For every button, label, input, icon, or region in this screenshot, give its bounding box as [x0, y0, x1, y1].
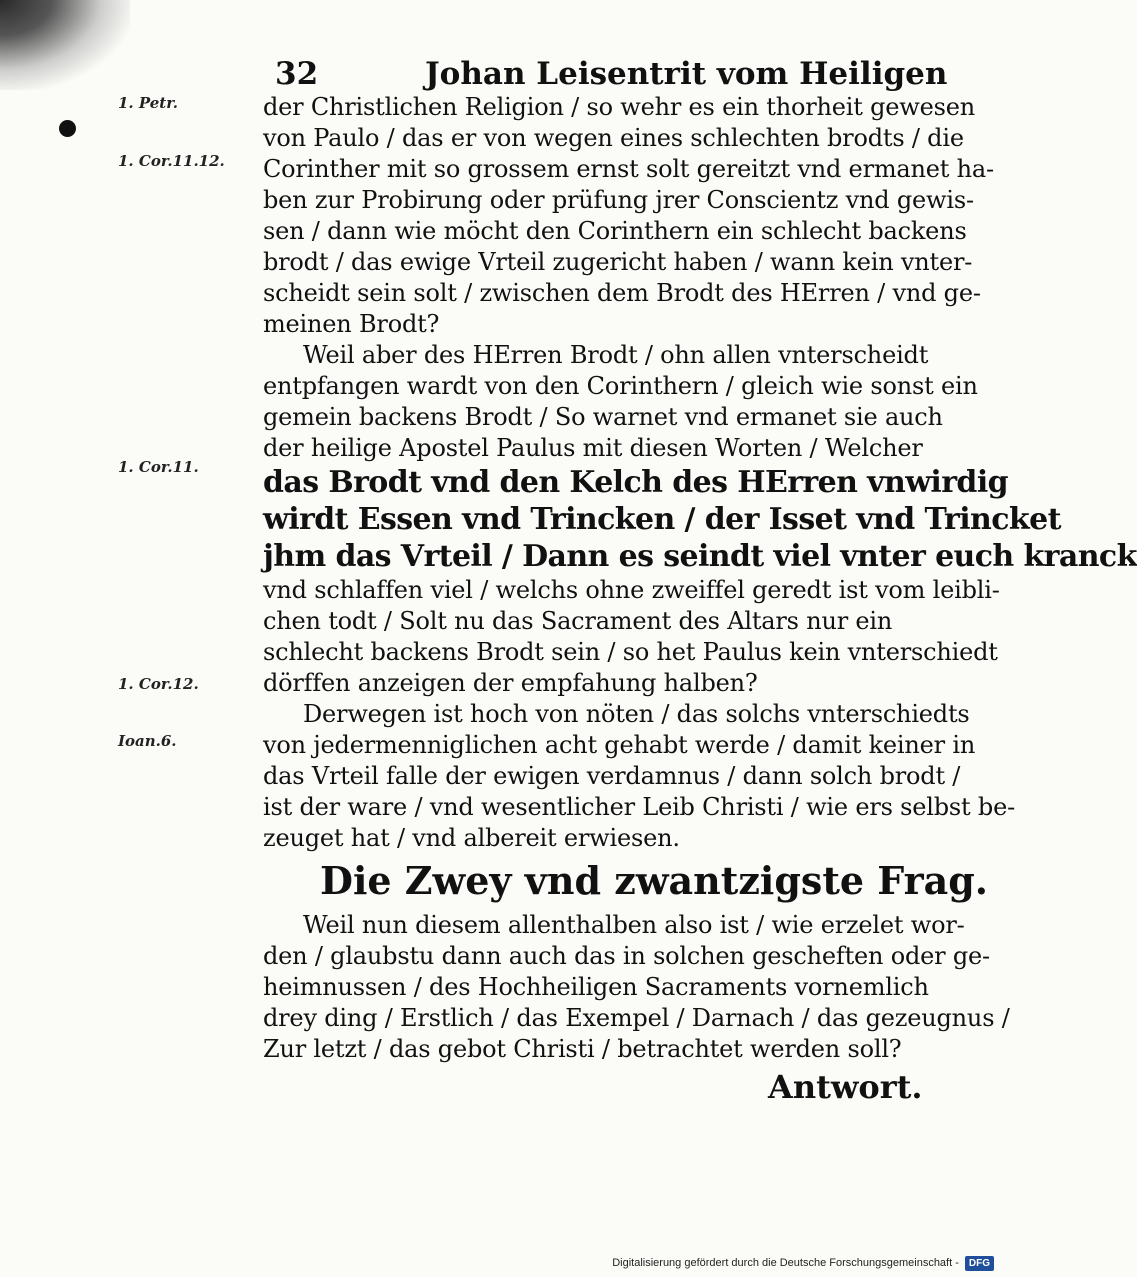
- margin-note: 1. Petr.: [118, 94, 178, 112]
- text-line: ist der ware / vnd wesentlicher Leib Christi / wie ers selbst be-: [263, 793, 1015, 821]
- question-text: [263, 910, 1010, 1065]
- main-text: [263, 92, 1137, 854]
- text-line: heimnussen / des Hochheiligen Sacraments vornemlich: [263, 973, 929, 1001]
- funding-footer: [612, 1253, 994, 1273]
- text-line: entpfangen wardt von den Corinthern / gleich wie sonst ein: [263, 372, 978, 400]
- text-line: dörffen anzeigen der empfahung halben?: [263, 669, 758, 697]
- question-heading: Die Zwey vnd zwantzigste Frag.: [320, 858, 989, 903]
- text-line: Weil nun diesem allenthalben also ist / wie erzelet wor-: [303, 911, 965, 939]
- scripture-quote-line: wirdt Essen vnd Trincken / der Isset vnd Trincket: [263, 502, 1061, 537]
- text-line: Zur letzt / das gebot Christi / betrachtet werden soll?: [263, 1035, 902, 1063]
- running-head: Johan Leisentrit vom Heiligen: [425, 56, 948, 92]
- text-line: Derwegen ist hoch von nöten / das solchs vnterschiedts: [303, 700, 970, 728]
- text-line: von Paulo / das er von wegen eines schlechten brodts / die: [263, 124, 964, 152]
- text-line: scheidt sein solt / zwischen dem Brodt des HErren / vnd ge-: [263, 279, 981, 307]
- text-line: zeuget hat / vnd albereit erwiesen.: [263, 824, 680, 852]
- text-line: ben zur Probirung oder prüfung jrer Conscientz vnd gewis-: [263, 186, 974, 214]
- text-line: sen / dann wie möcht den Corinthern ein schlecht backens: [263, 217, 967, 245]
- answer-label: Antwort.: [768, 1068, 923, 1106]
- text-line: schlecht backens Brodt sein / so het Paulus kein vnterschiedt: [263, 638, 998, 666]
- scripture-quote-line: jhm das Vrteil / Dann es seindt viel vnter euch kranck: [263, 539, 1137, 574]
- text-line: von jedermenniglichen acht gehabt werde / damit keiner in: [263, 731, 976, 759]
- margin-note: Ioan.6.: [118, 732, 177, 750]
- text-line: den / glaubstu dann auch das in solchen gescheften oder ge-: [263, 942, 990, 970]
- text-line: drey ding / Erstlich / das Exempel / Darnach / das gezeugnus /: [263, 1004, 1010, 1032]
- text-line: vnd schlaffen viel / welchs ohne zweiffel geredt ist vom leibli-: [263, 576, 1000, 604]
- scripture-quote-line: das Brodt vnd den Kelch des HErren vnwirdig: [263, 465, 1008, 500]
- scan-corner-shadow: [0, 0, 130, 90]
- margin-note: 1. Cor.11.: [118, 458, 199, 476]
- margin-note: 1. Cor.12.: [118, 675, 199, 693]
- margin-note: 1. Cor.11.12.: [118, 152, 225, 170]
- dfg-logo: DFG: [965, 1256, 994, 1271]
- text-line: chen todt / Solt nu das Sacrament des Altars nur ein: [263, 607, 893, 635]
- page-header: [265, 56, 948, 94]
- footer-text: Digitalisierung gefördert durch die Deutsche Forschungsgemeinschaft -: [612, 1257, 959, 1269]
- text-line: gemein backens Brodt / So warnet vnd ermanet sie auch: [263, 403, 943, 431]
- text-line: der heilige Apostel Paulus mit diesen Worten / Welcher: [263, 434, 923, 462]
- text-line: das Vrteil falle der ewigen verdamnus / dann solch brodt /: [263, 762, 961, 790]
- text-line: der Christlichen Religion / so wehr es ein thorheit gewesen: [263, 93, 975, 121]
- text-line: brodt / das ewige Vrteil zugericht haben / wann kein vnter-: [263, 248, 973, 276]
- page-number: 32: [275, 56, 319, 92]
- text-line: meinen Brodt?: [263, 310, 440, 338]
- text-line: Corinther mit so grossem ernst solt gereitzt vnd ermanet ha-: [263, 155, 994, 183]
- ink-blot-mark: [59, 120, 76, 137]
- text-line: Weil aber des HErren Brodt / ohn allen vnterscheidt: [303, 341, 929, 369]
